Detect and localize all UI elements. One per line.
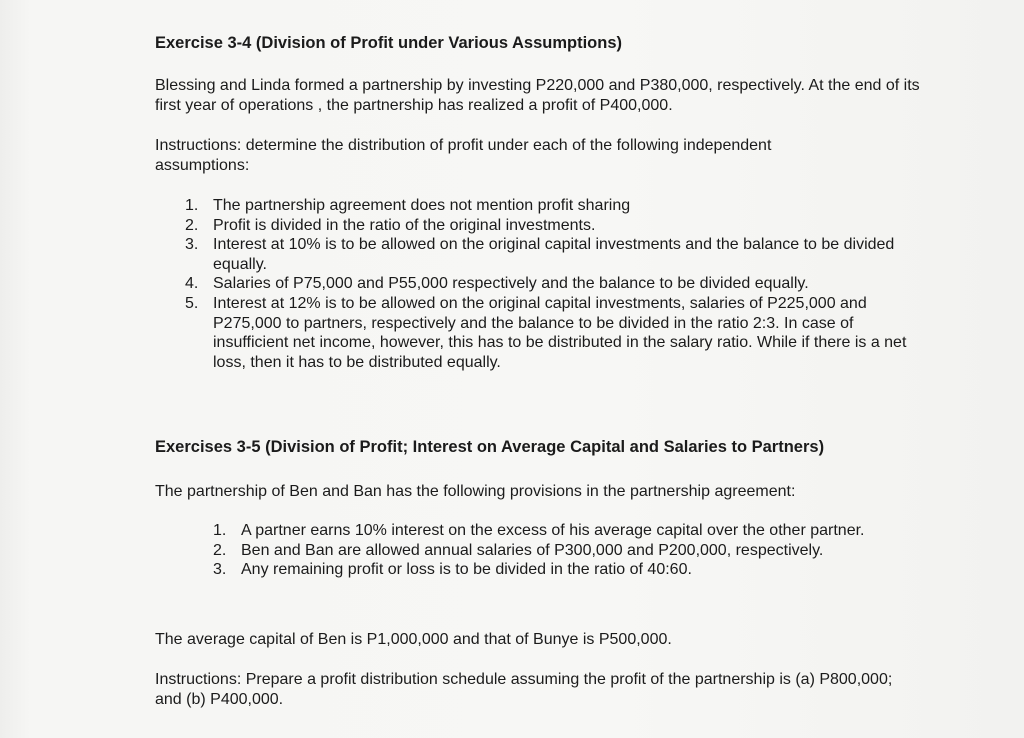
list-item: 2. Profit is divided in the ratio of the original investments. — [185, 216, 596, 234]
list-item: 1. The partnership agreement does not mention profit sharing — [185, 197, 631, 214]
exercise-3-4-assumptions — [185, 196, 920, 372]
list-item: 3. Interest at 10% is to be allowed on the original capital investments and the balance to be divided equally. — [185, 236, 895, 273]
exercise-3-4-instructions: Instructions: determine the distribution of profit under each of the following independent assumptions: — [155, 137, 772, 174]
exercise-3-5-instructions: Instructions: Prepare a profit distribution schedule assuming the profit of the partnership is (a) P800,000; and (b) P400,000. — [155, 671, 893, 708]
exercise-3-5-intro: The partnership of Ben and Ban has the following provisions in the partnership agreement: — [155, 483, 796, 500]
exercise-3-5-average-capital: The average capital of Ben is P1,000,000 and that of Bunye is P500,000. — [155, 631, 672, 648]
list-item: 5. Interest at 12% is to be allowed on the original capital investments, salaries of P225,000 and P275,000 to partners, respectively and the balance to be divided in the ratio 2:3. In case of insufficient net income, however, this has to be distributed in the salary ratio. While if there is a net loss, then it has to be distributed equally. — [185, 294, 907, 371]
list-item: 4. Salaries of P75,000 and P55,000 respectively and the balance to be divided equally. — [185, 275, 809, 293]
list-item: 2. Ben and Ban are allowed annual salaries of P300,000 and P200,000, respectively. — [213, 541, 824, 559]
exercise-3-4-intro: Blessing and Linda formed a partnership by investing P220,000 and P380,000, respectively. At the end of its first year of operations , the partnership has realized a profit of P400,000. — [155, 77, 920, 114]
list-item: 1. A partner earns 10% interest on the excess of his average capital over the other partner. — [213, 522, 865, 539]
exercise-3-5-heading: Exercises 3-5 (Division of Profit; Interest on Average Capital and Salaries to Partners) — [155, 438, 825, 456]
list-item: 3. Any remaining profit or loss is to be divided in the ratio of 40:60. — [213, 561, 692, 579]
exercise-3-4-heading: Exercise 3-4 (Division of Profit under Various Assumptions) — [155, 34, 622, 52]
exercise-3-5-provisions — [213, 521, 893, 580]
